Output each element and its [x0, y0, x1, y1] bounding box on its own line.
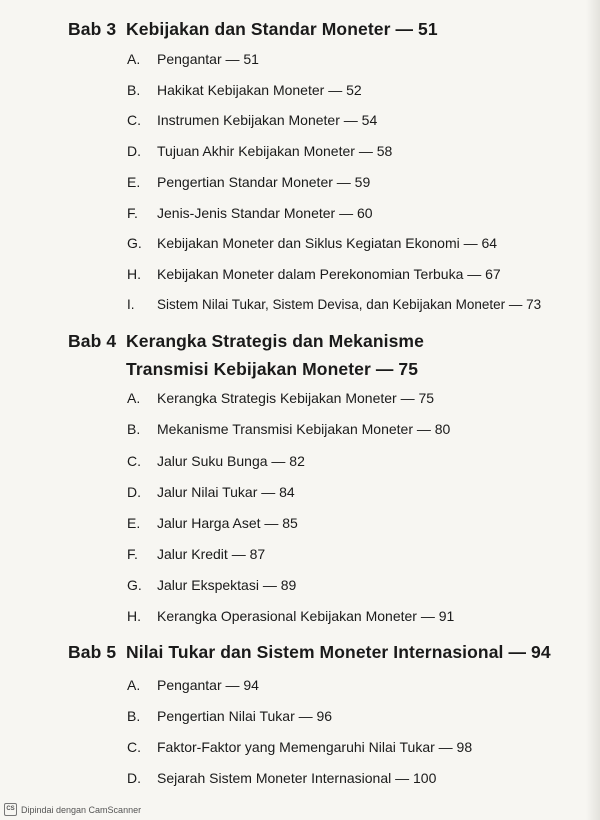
toc-item	[127, 204, 373, 222]
item-text: Jalur Harga Aset — 85	[157, 515, 298, 531]
toc-item	[127, 50, 259, 68]
item-text: Kerangka Operasional Kebijakan Moneter — 91	[157, 608, 455, 624]
scanner-watermark	[4, 803, 141, 816]
item-letter: G.	[127, 235, 142, 251]
item-letter: H.	[127, 266, 141, 282]
item-letter: F.	[127, 546, 138, 562]
item-letter: H.	[127, 608, 141, 624]
item-text: Jenis-Jenis Standar Moneter — 60	[157, 205, 373, 221]
item-text: Kerangka Strategis Kebijakan Moneter — 75	[157, 390, 435, 406]
chapter-4-heading	[68, 329, 424, 381]
scanner-text: Dipindai dengan CamScanner	[21, 804, 142, 815]
item-letter: C.	[127, 112, 141, 128]
item-text: Pengertian Standar Moneter — 59	[157, 174, 371, 190]
item-text: Hakikat Kebijakan Moneter — 52	[157, 82, 362, 98]
item-text: Kebijakan Moneter dalam Perekonomian Terbuka — 67	[157, 266, 501, 282]
item-text: Faktor-Faktor yang Memengaruhi Nilai Tukar — 98	[157, 739, 473, 755]
item-letter: D.	[127, 484, 141, 500]
chapter-title: Kerangka Strategis dan Mekanisme	[126, 331, 424, 351]
chapter-number: Bab 5	[68, 642, 117, 662]
item-text: Sejarah Sistem Moneter Internasional — 100	[157, 770, 437, 786]
toc-item	[127, 173, 370, 191]
chapter-title-line2: Transmisi Kebijakan Moneter — 75	[126, 359, 419, 379]
toc-item	[127, 452, 305, 470]
chapter-number: Bab 4	[68, 331, 117, 351]
item-letter: C.	[127, 739, 141, 755]
toc-item	[127, 142, 392, 160]
toc-item	[127, 607, 454, 625]
item-text: Tujuan Akhir Kebijakan Moneter — 58	[157, 143, 393, 159]
item-text: Jalur Nilai Tukar — 84	[157, 484, 295, 500]
toc-item	[127, 234, 497, 252]
toc-item	[127, 769, 436, 787]
item-text: Sistem Nilai Tukar, Sistem Devisa, dan Kebijakan Moneter — 73	[157, 297, 542, 312]
item-letter: F.	[127, 205, 138, 221]
item-letter: C.	[127, 453, 141, 469]
item-letter: E.	[127, 174, 141, 190]
toc-item	[127, 483, 295, 501]
toc-item	[127, 707, 332, 725]
item-letter: B.	[127, 82, 141, 98]
item-text: Kebijakan Moneter dan Siklus Kegiatan Ekonomi — 64	[157, 235, 498, 251]
toc-item	[127, 738, 472, 756]
camscanner-logo-icon: CS	[4, 803, 17, 816]
toc-item	[127, 420, 450, 438]
toc-item	[127, 545, 265, 563]
chapter-5-heading	[68, 640, 551, 664]
item-letter: E.	[127, 515, 141, 531]
toc-item	[127, 576, 296, 594]
toc-item	[127, 514, 298, 532]
item-text: Pengantar — 94	[157, 677, 259, 693]
chapter-3-heading	[68, 17, 438, 41]
chapter-title: Nilai Tukar dan Sistem Moneter Internasional — 94	[126, 642, 551, 662]
item-letter: A.	[127, 677, 141, 693]
item-text: Mekanisme Transmisi Kebijakan Moneter — 80	[157, 421, 451, 437]
item-letter: B.	[127, 708, 141, 724]
toc-item	[127, 81, 362, 99]
item-text: Pengantar — 51	[157, 51, 259, 67]
toc-item	[127, 296, 541, 314]
item-text: Pengertian Nilai Tukar — 96	[157, 708, 333, 724]
toc-item	[127, 111, 377, 129]
item-letter: D.	[127, 143, 141, 159]
item-letter: A.	[127, 390, 141, 406]
item-letter: I.	[127, 297, 135, 312]
item-text: Jalur Ekspektasi — 89	[157, 577, 297, 593]
item-letter: A.	[127, 51, 141, 67]
item-text: Instrumen Kebijakan Moneter — 54	[157, 112, 378, 128]
item-letter: G.	[127, 577, 142, 593]
item-text: Jalur Kredit — 87	[157, 546, 266, 562]
item-letter: D.	[127, 770, 141, 786]
item-text: Jalur Suku Bunga — 82	[157, 453, 305, 469]
chapter-number: Bab 3	[68, 19, 117, 39]
toc-item	[127, 265, 501, 283]
item-letter: B.	[127, 421, 141, 437]
toc-item	[127, 389, 434, 407]
page-edge-shadow	[586, 0, 600, 820]
chapter-title: Kebijakan dan Standar Moneter — 51	[126, 19, 438, 39]
toc-item	[127, 676, 259, 694]
